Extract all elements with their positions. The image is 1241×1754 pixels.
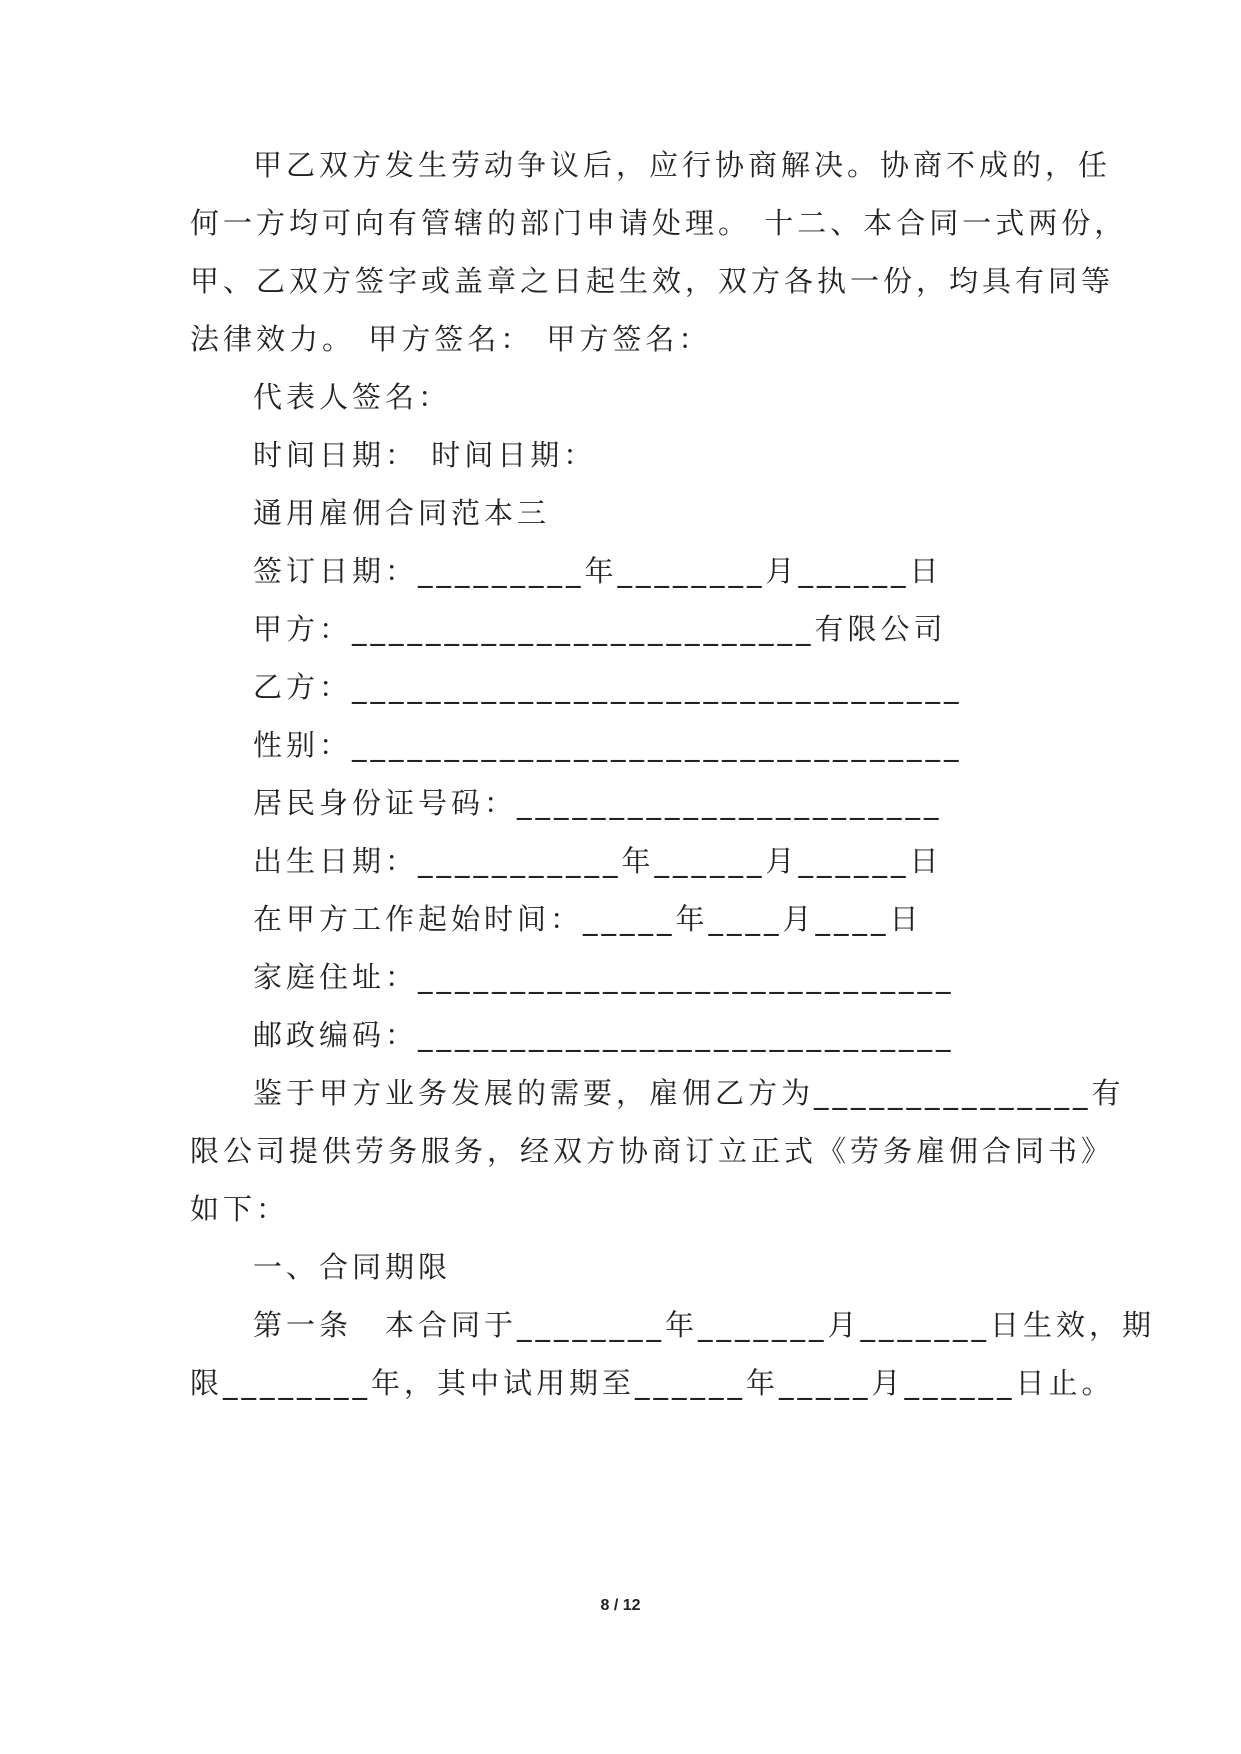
paragraph-line: 甲、乙双方签字或盖章之日起生效，双方各执一份，均具有同等	[190, 264, 1115, 298]
birth-date-field: 出生日期：___________年______月______日	[253, 844, 943, 878]
paragraph-line: 限公司提供劳务服务，经双方协商订立正式《劳务雇佣合同书》	[190, 1134, 1115, 1168]
party-a-field: 甲方：_________________________有限公司	[253, 612, 947, 646]
paragraph-line: 如下：	[190, 1192, 290, 1226]
party-b-field: 乙方：_________________________________	[253, 670, 963, 704]
signing-date-field: 签订日期：_________年________月______日	[253, 554, 943, 588]
start-date-field: 在甲方工作起始时间：_____年____月____日	[253, 902, 923, 936]
postal-code-field: 邮政编码：_____________________________	[253, 1018, 955, 1052]
id-number-field: 居民身份证号码：_______________________	[253, 786, 943, 820]
signature-label: 代表人签名：	[253, 380, 452, 414]
section-heading: 一、合同期限	[253, 1250, 452, 1284]
section-title: 通用雇佣合同范本三	[253, 496, 551, 530]
paragraph-line: 何一方均可向有管辖的部门申请处理。 十二、本合同一式两份，	[190, 206, 1128, 240]
paragraph-line: 甲乙双方发生劳动争议后，应行协商解决。协商不成的，任	[253, 148, 1112, 182]
paragraph-line: 限________年，其中试用期至______年_____月______日止。	[190, 1366, 1115, 1400]
home-address-field: 家庭住址：_____________________________	[253, 960, 955, 994]
gender-field: 性别：_________________________________	[253, 728, 963, 762]
paragraph-line: 鉴于甲方业务发展的需要，雇佣乙方为_______________有	[253, 1076, 1125, 1110]
page-number: 8 / 12	[600, 1597, 641, 1614]
paragraph-line: 第一条 本合同于________年_______月_______日生效，期	[253, 1308, 1156, 1342]
date-label: 时间日期： 时间日期：	[253, 438, 597, 472]
paragraph-line: 法律效力。 甲方签名： 甲方签名：	[190, 322, 712, 356]
